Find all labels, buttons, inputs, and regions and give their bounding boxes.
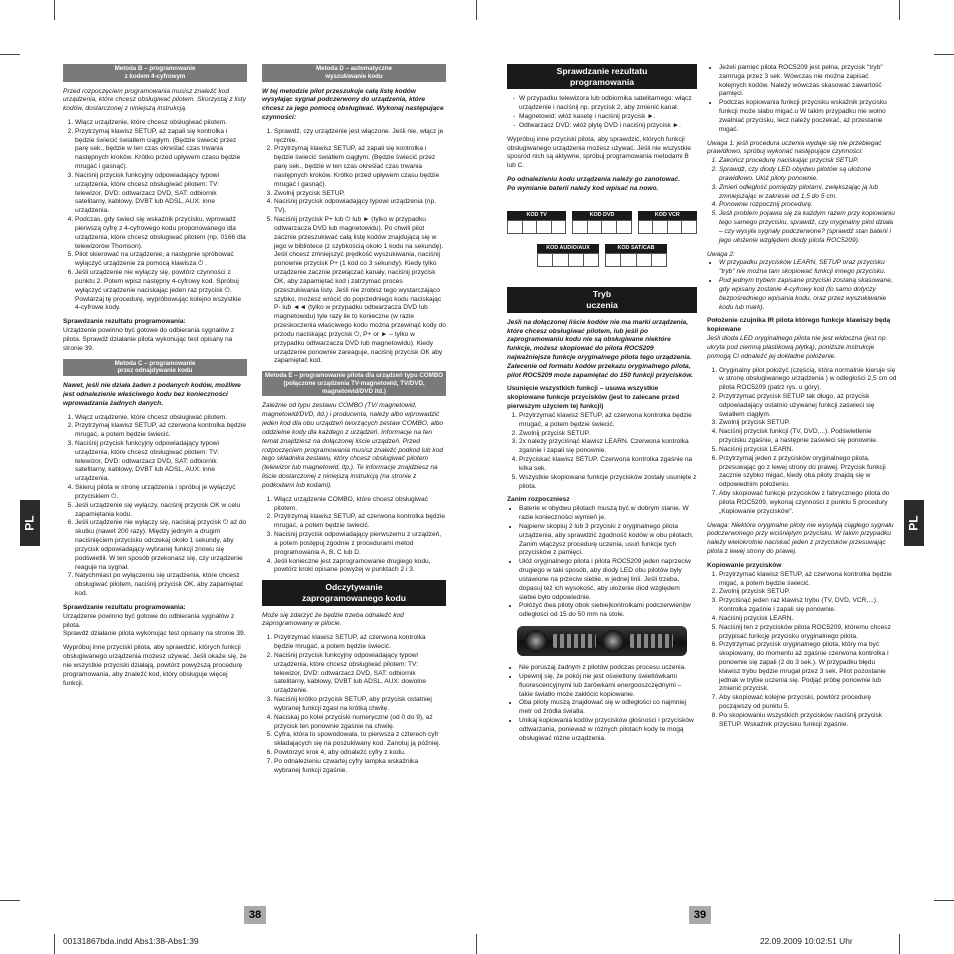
list-item: 1. Przytrzymać klawisz SETUP, aż czerwona kontrolka będzie migać, a potem będzie świecić. (719, 571, 897, 589)
code-digit-cell (588, 221, 603, 233)
ir-sensor-icon (525, 630, 547, 652)
list-item: • Pod jednym trybem zapisane przyciski zostaną skasowane, gdy wpisany zostanie 4-cyfrowy kod (to samo dotyczy bezpośredniego wpisania kodu, oraz przez wyszukiwanie kodu lub mark). (719, 277, 897, 312)
list-item: • Nie poruszaj żadnym z pilotów podczas procesu uczenia. (519, 664, 697, 673)
code-box (572, 211, 631, 234)
page-number: 38 (244, 906, 266, 924)
list-item: 4. Ponownie rozpocznij procedurę. (719, 201, 897, 210)
list-item: 5. Naciśnij przycisk LEARN. (719, 446, 897, 455)
code-digit-cell (573, 221, 588, 233)
code-digit-cell (553, 254, 568, 266)
paragraph: Po wymianie baterii należy kod wpisać na nowo. (507, 184, 659, 192)
crop-mark (0, 900, 20, 901)
list-item: • Jeżeli pamięć pilota ROC5209 jest pełna, przycisk "tryb" zamruga przez 3 sek. Wówczas nie można zapisać kolejnych kodów. Należy wówczas skasować zawartość pamięci. (719, 64, 897, 99)
paragraph: Może się zdarzyć że będzie trzeba odnaleźć kod zaprogramowany w pilocie. (262, 611, 404, 628)
list-item: 5. Jeśli urządzenie się wyłączy, naciśnij przycisk OK w celu zapamiętania kodu. (75, 502, 247, 520)
list-item: 1. Zakończ procedurę naciskając przycisk SETUP. (719, 157, 897, 166)
bullet-list (507, 664, 697, 743)
list-item: 4. Jeśli konieczne jest zaprogramowanie drugiego kodu, powtórz kroki opisane powyżej w punktach 2 i 3. (274, 558, 446, 576)
steps-list (507, 412, 697, 491)
list-item: • Ułóż oryginalnego pilota i pilota ROC5209 jeden naprzeciw drugiego w taki sposób, aby diody LED obu pilotów były ustawione na przeciw siebie, w jednej linii. Jeśli trzeba, dopasuj też ich wysokość, aby ułożenie diod względem siebie było odpowiednie. (519, 558, 697, 602)
side-language-tab: PL (904, 500, 924, 546)
crop-mark (54, 934, 55, 954)
code-box-label: KOD AUDIO/AUX (537, 244, 599, 253)
list-item: - W przypadku telewizora lub odbiornika satelitarnego: włącz urządzenie i naciśnij np. przycisk 2, aby zmienić kanał. (519, 95, 697, 113)
code-digit-cell (584, 254, 598, 266)
section-header: Metoda C – programowanie przez odnajdywanie kodu (63, 359, 247, 377)
list-item: 7. Natychmiast po wyłączeniu się urządzenia, które chcesz obsługiwać pilotem, naciśnij przycisk OK, aby zapamiętać kod. (75, 572, 247, 598)
list-item: • Podczas kopiowania funkcji przycisku wskaźnik przycisku funkcji może słabo migać.u W takim przypadku nie wolno zwalniać przycisku, lecz należy poczekać, aż przestanie migać. (719, 99, 897, 134)
list-item: 4. Podczas, gdy świeci się wskaźnik przycisku, wprowadź pierwszą cyfrę z 4-cyfrowego kodu proponowanego dla urządzenia, które chcesz obsługiwać pilotem (np. 0166 dla telewizorów Thomson). (75, 216, 247, 251)
code-box (638, 211, 697, 234)
list-item: 2. Sprawdź, czy diody LED obydwu pilotów są ułożone prawidłowo. Ułóż piloty ponownie. (719, 166, 897, 184)
code-box (605, 244, 667, 267)
list-item: 2. Zwolnij przycisk SETUP. (719, 588, 897, 597)
list-item: 2. Przytrzymaj klawisz SETUP, aż czerwona kontrolka będzie mrugać, a potem będzie świecić. (274, 513, 446, 531)
list-item: 1. Włącz urządzenie, które chcesz obsługiwać pilotem. (75, 119, 247, 128)
code-box (537, 244, 599, 267)
code-box (507, 211, 566, 234)
subheading: Zanim rozpoczniesz (507, 496, 570, 504)
paragraph: Urządzenie powinno być gotowe do odbierania sygnałów z pilota. (63, 612, 235, 629)
list-item: 6. Jeśli urządzenie nie wyłączy się, naciskaj przycisk ⏻ aż do skutku (nawet 200 razy). Między jednym a drugim naciśnięciem przycisku odczekaj około 1 sekundy, aby przycisk odpowiadający wybranej funkcji znowu się podświetlił. W ten sposób przekonasz się, czy urządzenie reaguje na sygnał. (75, 519, 247, 572)
steps-list (262, 128, 446, 366)
crop-mark (934, 900, 954, 901)
crop-mark (934, 54, 954, 55)
code-digit-cell (538, 254, 553, 266)
remotes-illustration (517, 626, 687, 656)
code-digit-cell (652, 254, 666, 266)
remote-buttons-graphic (553, 634, 596, 648)
list-item: 4. Skieruj pilota w stronę urządzenia i spróbuj je wyłączyć przyciskiem ⏻. (75, 484, 247, 502)
subheading: Kopiowanie przycisków (707, 561, 782, 569)
list-item: • W przypadku przycisków LEARN, SETUP oraz przycisku "tryb" nie można tam skopiować funkcji innego przycisku. (719, 259, 897, 277)
code-digit-cell (621, 254, 636, 266)
list-item: - Odtwarzacz DVD: włóż płytę DVD i naciśnij przycisk ►. (519, 122, 697, 131)
subheading: Usunięcie wszystkich funkcji – usuwa wszystkie skopiowane funkcje przycisków (jest to zalecane przed pierwszym użyciem tej funkcji) (507, 385, 680, 411)
list-item: 7. Aby skopiować funkcje przycisków z fabrycznego pilota do pilota ROC5209, wykonaj czynności z punktu 5 procedury „Kopiowanie przycisków". (719, 490, 897, 516)
code-digit-cells (572, 220, 631, 234)
section-header: Odczytywanie zaprogramowanego kodu (262, 580, 446, 605)
section-header: Sprawdzanie rezultatu programowania (507, 64, 697, 89)
section-header: Metoda D – automatyczne wyszukiwanie kodu (262, 64, 446, 82)
list-item: 4. Naciśnij przycisk odpowiadający typowi urządzenia (np. TV). (274, 198, 446, 216)
list-item: 2. Przytrzymaj klawisz SETUP, aż zapali się kontrolka i będzie świecić światłem ciągłym. (Będzie świecić przez parę sek., będzie w ten czas określać czas trwania następnych kroków. Krótko przed upływem czasu będzie mrugać i gasnąć). (75, 128, 247, 172)
list-item: - Magnetowid: włóż kasetę i naciśnij przycisk ►. (519, 113, 697, 122)
note-title: Uwaga 1: jeśli procedura uczenia wydaje się nie przebiegać prawidłowo, spróbuj wykonać następujące czynności: (707, 139, 882, 156)
list-item: 1. Oryginalny pilot położyć (częścią, która normalnie kieruje się w stronę obsługiwanego urządzenia ) w odległości 2,5 cm od pilota ROC5209 (patrz rys. u góry). (719, 367, 897, 393)
code-digit-cell (617, 221, 631, 233)
list-item: 6. Powtórzyć krok 4, aby odnaleźć cyfry z kodu. (274, 749, 446, 758)
paragraph: Sprawdź działanie pilota wykonując test opisany na stronie 39. (63, 630, 246, 638)
paragraph: Jeśli dioda LED oryginalnego pilota nie jest widoczna (jest np. ukryta pod ciemną plastikową płytką), poniższe instrukcje pomogą Ci odnaleźć jej dokładne położenie. (707, 335, 888, 360)
list-item: 3. Przyciśnąć jeden raz klawisz trybu (TV, DVD, VCR,...). Kontrolka zgaśnie i zapali się ponownie. (719, 597, 897, 615)
code-digit-cell (682, 221, 696, 233)
note-paragraph: Uwaga: Niektóre oryginalne piloty nie wysyłają ciągłego sygnału podczerwonego przy wciśniętym przycisku. W takim przypadku należy wielokrotnie naciskać jeden z przycisków przesuwając pilota z lewej strony do prawej. (707, 521, 894, 556)
list-item: 5. Naciśnij ten z przycisków pilota ROC5209, któremu chcesz przypisać funkcję przycisku oryginalnego pilota. (719, 624, 897, 642)
paragraph: Jeśli na dołączonej liście kodów nie ma marki urządzenia, które chcesz obsługiwać pilotem, lub jeśli po zaprogramowaniu kodu nie są obsługiwane niektóre funkcje, możesz skopiować do pilota ROC5209 najważniejsze funkcje oryginalnego pilota tego urządzenia. Zalecenie od formatu kodów przekazu oryginalnego pilota, pilot ROC5209 może zapamiętać do 150 funkcji przycisków. (507, 318, 693, 379)
list-item: • Baterie w obydwu pilotach muszą być w dobrym stanie. W razie konieczności wymień je. (519, 505, 697, 523)
footer-file-info: 00131867bda.indd Abs1:38-Abs1:39 (63, 936, 199, 946)
list-item: 2. Przytrzymaj klawisz SETUP, aż zapali się kontrolka i będzie świecić światłem ciągłym. (Będzie świecić przez parę sek., będzie w ten czas określać czas trwania następnych kroków. Krótko przed upływem czasu będzie mrugać i gasnąć). (274, 145, 446, 189)
bullet-list (507, 505, 697, 620)
section-header: Tryb uczenia (507, 287, 697, 312)
list-item: 3. Naciśnij przycisk funkcyjny odpowiadający typowi urządzenia, które chcesz obsługiwać pilotem: TV: telewizor, DVD: odtwarzacz DVD, SAT: odbiornik satelitarny, kablowy, DVBT lub ADSL, AUX: inne urządzenia. (75, 172, 247, 216)
ir-sensor-icon (602, 630, 624, 652)
crop-mark (476, 934, 477, 954)
section-header: Metoda E – programowanie pilota dla urządzeń typu COMBO (połączone urządzenia TV-magnetowid, TV/DVD, magnetowid/DVD itd.) (262, 371, 446, 396)
code-digit-cells (507, 220, 566, 234)
list-item: 5. Cyfra, która to spowodowała, to pierwsza z czterech cyfr składających się na poszukiwany kod. Zanotuj ją później. (274, 731, 446, 749)
list-item: 1. Włącz urządzenie, które chcesz obsługiwać pilotem. (75, 414, 247, 423)
crop-mark (899, 0, 900, 20)
list-item: 5. Jeśli problem pojawia się za każdym razem przy kopiowaniu tego samego przycisku, sprawdź, czy oryginalny pilot działa – czy wysyła sygnały podczerwone? (sprawdź stan baterii i jego ułożenie względem diody pilota ROC5209). (719, 210, 897, 245)
code-digit-cell (508, 221, 523, 233)
list-item: • Najpierw skopiuj 2 lub 3 przyciski z oryginalnego pilota urządzenia, aby sprawdzić zgodność kodów w obu pilotach. Zanim włączysz procedurę uczenia, usuń funkcje tych przycisków z pamięci. (519, 523, 697, 558)
crop-mark (0, 54, 20, 55)
page-number: 39 (689, 906, 711, 924)
list-item: 4. Przyciskać klawisz SETUP. Czerwona kontrolka zgaśnie na kilka sek. (519, 456, 697, 474)
crop-mark (476, 0, 477, 20)
steps-list (63, 414, 247, 599)
list-item: 1. Przytrzymać klawisz SETUP, aż czerwona kontrolka będzie mrugać, a potem będzie świecić. (274, 634, 446, 652)
note-list (707, 259, 897, 312)
paragraph: Zależnie od typu zestawu COMBO (TV/ magnetowid, magnetowid/DVD, itd.) i producenta, należy albo wprowadzić jeden kod dla obu urządzeń tworzących zestaw COMBO, albo oddzielne kody dla każdego z urządzeń. Informacje na ten temat znajdziesz na dołączonej liście urządzeń. Przed rozpoczęciem programowania musisz znaleźć podkod lub kod tego składnika zestawu, który chcesz obsługiwać pilotem (telewizor lub magnetowid, itp.). Te informacje znajdziesz na liście dostarczonej z niniejszą instrukcją (na stronie z podkodami lub kodami). (262, 402, 444, 489)
code-digit-cell (639, 221, 654, 233)
paragraph: Przed rozpoczęciem programowania musisz znaleźć kod urządzenia, które chcesz obsługiwać pilotem. Skorzystaj z listy kodów, dostarczonej z niniejszą instrukcją. (63, 87, 246, 113)
side-language-tab: PL (20, 500, 40, 546)
code-digit-cell (569, 254, 584, 266)
steps-list (707, 571, 897, 730)
list-item: • Oba piloty muszą znajdować się w odległości co najmniej metr od źródła światła. (519, 699, 697, 717)
code-digit-cell (606, 254, 621, 266)
paragraph: W tej metodzie pilot przeszukuje całą listę kodów wysyłając sygnał podczerwony do urządzenia, które chcesz za jego pomocą obsługiwać. Wykonaj następujące czynności: (262, 87, 444, 121)
bullet-list (507, 95, 697, 130)
steps-list (707, 367, 897, 517)
list-item: 3. Naciśnij przycisk odpowiadający pierwszemu z urządzeń, a potem postępuj zgodnie z procedurami metod programowania A, B, C lub D. (274, 531, 446, 557)
paragraph: Wypróbuj inne przyciski pilota, aby sprawdzić, których funkcji obsługiwanego urządzenia możesz używać. Jeśli nie wszystkie sposród nich są aktywne, spróbuj programowania metodami B lub C. (507, 135, 691, 170)
code-digit-cells (537, 253, 599, 267)
list-item: 2. Przytrzymaj klawisz SETUP, aż czerwona kontrolka będzie mrugać, a potem będzie świecić. (75, 422, 247, 440)
steps-list (262, 634, 446, 775)
code-digit-cells (638, 220, 697, 234)
list-item: 7. Aby skopiować kolejne przyciski, powtórz procedurę począwszy od punktu 5. (719, 694, 897, 712)
list-item: 3. Zwolnij przycisk SETUP. (274, 190, 446, 199)
subheading: Sprawdzanie rezultatu programowania: (63, 318, 186, 326)
bullet-list (707, 64, 897, 135)
subheading: Położenie czujnika IR pilota którego funkcje klawiszy będą kopiowane (707, 317, 891, 334)
column-4 (707, 64, 897, 884)
list-item: • Unikaj kopiowania kodów przycisków głośności i przycisków odtwarzania, ponieważ w różnych pilotach kody te mogą obsługiwać różne urządzenia. (519, 717, 697, 743)
crop-mark (54, 0, 55, 20)
footer-timestamp: 22.09.2009 10:02:51 Uhr (760, 936, 853, 946)
list-item: 1. Przytrzymać klawisz SETUP, aż czerwona kontrolka będzie mrugać, a potem będzie świecić. (519, 412, 697, 430)
steps-list (63, 119, 247, 313)
code-digit-cell (537, 221, 552, 233)
list-item: 3. Naciśnij krótko przycisk SETUP, aby przycisk ostatniej wybranej funkcji zgasł na krótką chwilę. (274, 696, 446, 714)
steps-list (262, 496, 446, 575)
code-digit-cells (605, 253, 667, 267)
column-2 (262, 64, 446, 884)
list-item: 5. Pilot skierować na urządzenie, a następnie spróbować wyłączyć urządzenie za pomocą klawisza ⏻ . (75, 251, 247, 269)
list-item: 3. Naciśnij przycisk funkcyjny odpowiadający typowi urządzenia, które chcesz obsługiwać pilotem: TV: telewizor, DVD: odtwarzacz DVD, SAT: odbiornik satelitarny, kablowy, DVBT lub ADSL, AUX: inne urządzenia. (75, 440, 247, 484)
list-item: 7. Po odnalezieniu czwartej cyfry lampka wskaźnika wybranej funkcji zgaśnie. (274, 758, 446, 776)
code-digit-cell (637, 254, 652, 266)
code-boxes-top (507, 211, 697, 240)
code-boxes-bottom (537, 244, 667, 273)
section-header: Metoda B – programowanie z kodem 4-cyfrowym (63, 64, 247, 82)
note-title: Uwaga 2: (707, 250, 735, 258)
code-box-label: KOD DVD (572, 211, 631, 220)
column-1 (63, 64, 247, 884)
paragraph: Wypróbuj inne przyciski pilota, aby sprawdzić, których funkcji obsługiwanego urządzenia możesz używać. Jeśli okaże się, że nie wszystkie przyciski działają, powtórz powyższą procedurę programowania, aby znaleźć kod, który obsługuje więcej funkcji. (63, 644, 247, 687)
list-item: 5. Wszystkie skopiowane funkcje przycisków zostały usunięte z pilota. (519, 474, 697, 492)
note-list (707, 157, 897, 245)
code-box-label: KOD SAT/CAB (605, 244, 667, 253)
list-item: 3. 2x należy przyciśnąć klawisz LEARN. Czerwona kontrolka zgaśnie i zapali się ponownie. (519, 438, 697, 456)
code-digit-cell (668, 221, 683, 233)
list-item: • Upewnij się, że pokój nie jest oświetlony świetlówkami fluorescencyjnymi lub żarówkami energooszczędnymi – takie światło może zakłócić kopiowanie. (519, 673, 697, 699)
crop-mark (899, 934, 900, 954)
list-item: 4. Naciśnij przycisk LEARN. (719, 615, 897, 624)
code-box-label: KOD TV (507, 211, 566, 220)
code-digit-cell (552, 221, 566, 233)
column-3 (507, 64, 697, 884)
list-item: 4. Naciśnij przycisk funkcji (TV, DVD,...). Podświetlenie przycisku zgaśnie, a następnie zaświeci się ponownie. (719, 428, 897, 446)
paragraph: Po odnalezieniu kodu urządzenia należy go zanotować. (507, 176, 680, 184)
code-box-label: KOD VCR (638, 211, 697, 220)
list-item: 3. Zmień odległość pomiędzy pilotami, zwiększając ją lub zmniejszając w zakresie od 1,5 do 5 cm. (719, 184, 897, 202)
list-item: 3. Zwolnij przycisk SETUP. (719, 419, 897, 428)
list-item: 5. Naciśnij przycisk P+ lub ⏻ lub ► (tylko w przypadku odtwarzacza DVD lub magnetowidu). Po chwili pilot zacznie przeszukiwać całą listę kodów znajdującą się w jego w bibliotece (z szybkością około 1 kodu na sekundę). Jeśli chcesz zmniejszyć prędkość wyszukiwania, naciśnij ponownie przycisk P+ (1 kod co 3 sekundy). Kiedy tylko urządzenie zacznie przełączać kanały, naciśnij przycisk OK, aby zapamiętać kod i zatrzymać proces przeszukiwania listy. Jeśli nie zrobisz tego wystarczająco szybko, możesz wrócić do poprzedniego kodu naciskając P- lub ◄◄ (tylko w przypadku odtwarzacza DVD lub magnetowidu) tyle razy ile to konieczne (w razie przeskoczenia właściwego kodu można przewinąć kody do przodu naciskając przycisk ⏻, P+ or ► – tylko w przypadku odtwarzacza DVD lub magnetowidu). Kiedy urządzenie ponownie zareaguje, naciśnij przycisk OK aby zapamiętać kod. (274, 216, 446, 366)
list-item: 1. Sprawdź, czy urządzenie jest włączone. Jeśli nie, włącz je ręcznie. (274, 128, 446, 146)
list-item: 2. Naciśnij przycisk funkcyjny odpowiadający typowi urządzenia, które chcesz obsługiwać pilotem: TV: telewizor, DVD: odtwarzacz DVD, SAT: odbiornik satelitarny, kablowy, DVBT lub ADSL, AUX: dowolne urządzenie. (274, 652, 446, 696)
list-item: 8. Po skopiowaniu wszystkich przycisków naciśnij przycisk SETUP. Wskaźnik przycisku funkcji zgaśnie. (719, 712, 897, 730)
list-item: 2. Przytrzymać przycisk SETUP tak długo, aż przycisk odpowiadający ostatnio używanej funkcji zaświeci się światłem ciągłym. (719, 393, 897, 419)
list-item: 6. Przytrzymać przycisk oryginalnego pilota, który ma być skopiowany, do momentu aż zgaśnie czerwona kontrolka i ponownie się zapali (2 do 3 sek.). W przypadku błędu klawisz trybu będzie mrugał przez 3 sek. Pilot pozostanie jednak w trybie uczenia się. Podjąć próbę ponownie lub zmienić przycisk. (719, 641, 897, 694)
subheading: Sprawdzanie rezultatu programowania: (63, 603, 186, 611)
list-item: 1. Włącz urządzenie COMBO, które chcesz obsługiwać pilotem. (274, 496, 446, 514)
paragraph: Urządzenie powinno być gotowe do odbierania sygnałów z pilota. Sprawdź działanie pilota wykonując test opisany na stronie 39. (63, 327, 235, 352)
code-digit-cell (602, 221, 617, 233)
list-item: 4. Naciskaj po kolei przyciski numeryczne (od 0 do 9), aż przycisk ten ponownie zgaśnie na chwilę. (274, 714, 446, 732)
code-digit-cell (523, 221, 538, 233)
list-item: 2. Zwolnij przycisk SETUP. (519, 430, 697, 439)
remote-buttons-graphic (630, 634, 673, 648)
list-item: • Połóżyć dwa piloty obok siebie|kontrolkami podczerwieni|w odległości od 15 do 50 mm na stole. (519, 602, 697, 620)
code-digit-cell (653, 221, 668, 233)
list-item: 6. Przytrzymaj jeden z przycisków oryginalnego pilota, przesuwając go z lewej strony do prawej. Przycisk funkcji zacznie szybko migać, kiedy oba piloty znajdą się w odpowiednim położeniu. (719, 455, 897, 490)
list-item: 6. Jeśli urządzenie nie wyłączy się, powtórz czynności z punktu 2. Potem wpisz następny 4-cyfrowy kod. Spróbuj wyłączyć urządzenie naciskając jeden raz przycisk ⏻. Powtarzaj tę procedurę, wypróbowując kolejno wszystkie 4-cyfrowe kody. (75, 269, 247, 313)
paragraph: Nawet, jeśli nie działa żaden z podanych kodów, możliwe jest odnalezienie właściwego kodu bez konieczności wprowadzania żadnych danych. (63, 382, 241, 407)
